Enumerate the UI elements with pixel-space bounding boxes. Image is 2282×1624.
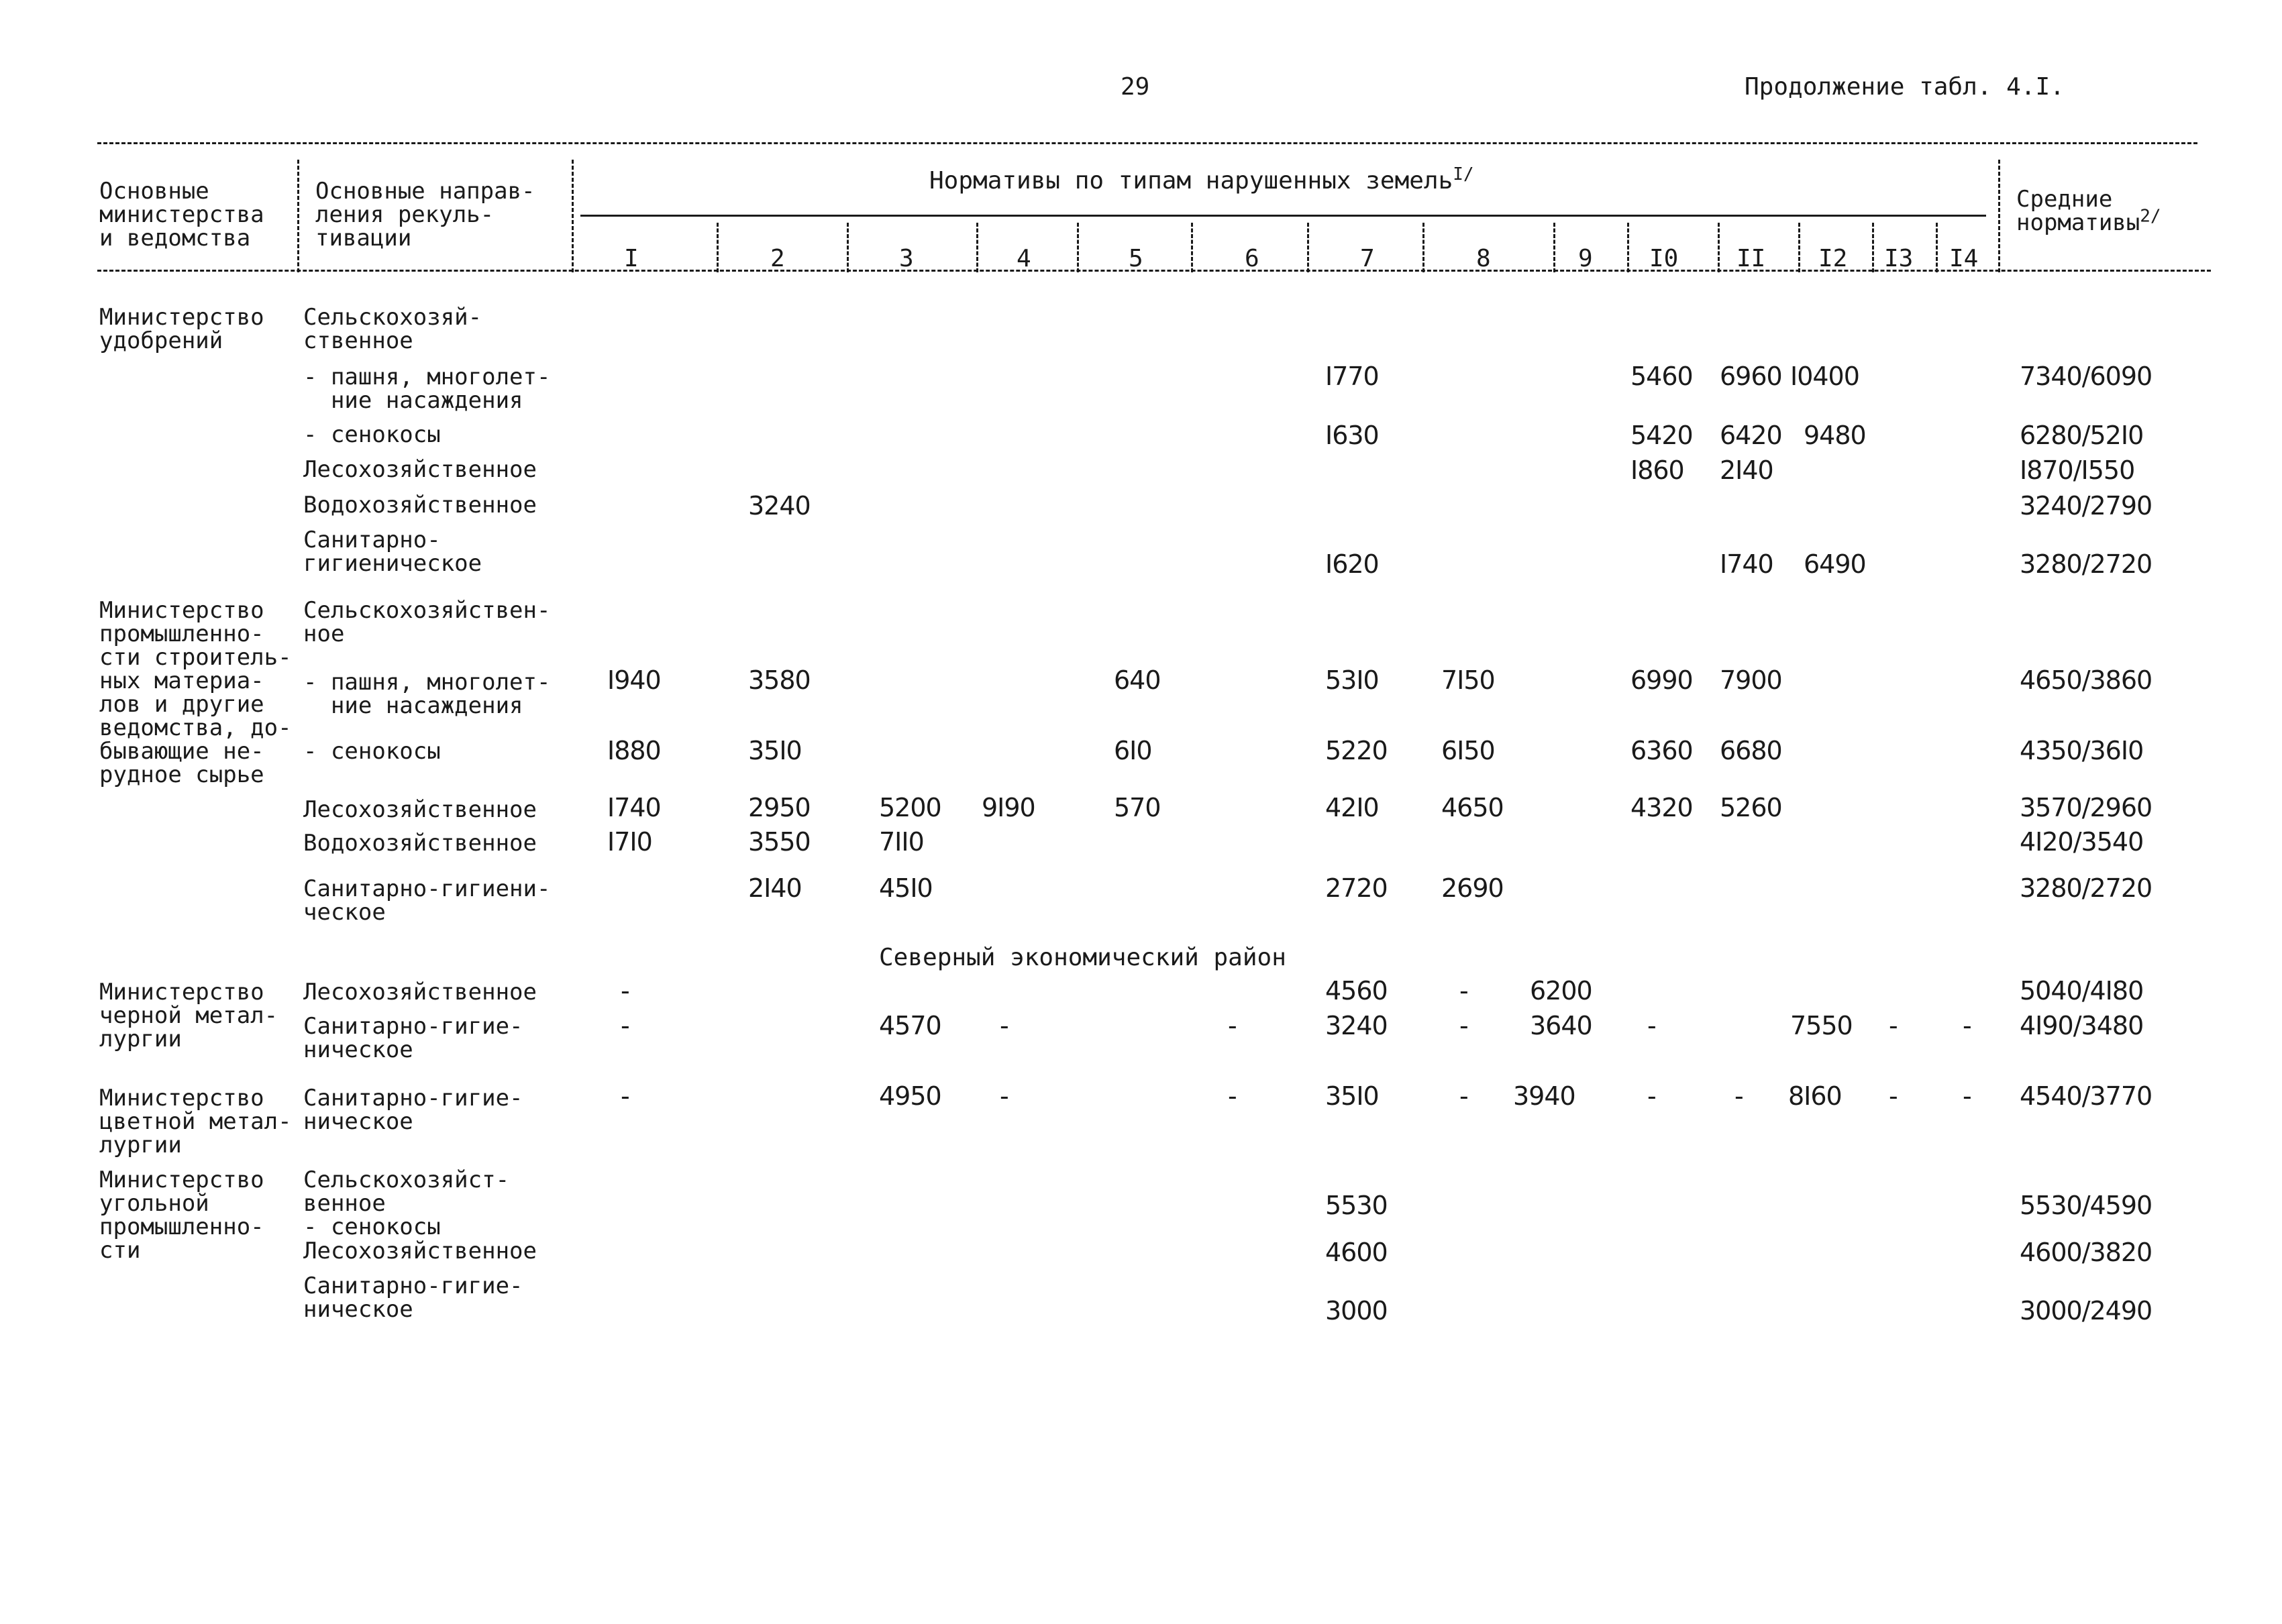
value-cell: 35I0 <box>748 736 802 765</box>
direction-label: Лесохозяйственное <box>303 796 537 823</box>
average-cell: 3280/2720 <box>2020 873 2153 903</box>
average-cell: 3240/2790 <box>2020 491 2153 521</box>
type-col-header: 2 <box>770 245 785 272</box>
value-cell: 6200 <box>1530 976 1592 1006</box>
direction-label: Санитарно-гигие- ническое <box>303 1085 523 1135</box>
value-cell: 2690 <box>1441 873 1504 903</box>
type-col-header: 5 <box>1129 245 1143 272</box>
value-cell: I740 <box>1720 549 1773 579</box>
direction-label: Санитарно-гигиени- ческое <box>303 875 551 926</box>
header-directions: Основные направ- ления рекуль- тивации <box>315 178 535 252</box>
value-cell: 2I40 <box>1720 455 1773 485</box>
value-cell: 5220 <box>1325 736 1388 765</box>
average-cell: 3570/2960 <box>2020 793 2153 822</box>
value-cell: I630 <box>1325 421 1379 450</box>
value-cell: 5200 <box>879 793 941 822</box>
direction-label: Лесохозяйственное <box>303 1238 537 1264</box>
value-cell: - <box>1734 1081 1743 1111</box>
value-cell: I7I0 <box>607 827 652 857</box>
value-cell: 9480 <box>1804 421 1866 450</box>
value-cell: - <box>621 1011 629 1040</box>
average-cell: 7340/6090 <box>2020 362 2153 391</box>
value-cell: - <box>1459 976 1468 1006</box>
value-cell: 6960 <box>1720 362 1782 391</box>
type-col-header: 8 <box>1476 245 1491 272</box>
average-cell: 5040/4I80 <box>2020 976 2144 1006</box>
direction-label: Водохозяйственное <box>303 830 537 857</box>
value-cell: 45I0 <box>879 873 933 903</box>
value-cell: 2I40 <box>748 873 802 903</box>
header-ministries: Основные министерства и ведомства <box>99 178 264 252</box>
header-average: Средние нормативы$^{2/}$ <box>2016 186 2161 236</box>
value-cell: 4570 <box>879 1011 941 1040</box>
value-cell: - <box>1647 1011 1656 1040</box>
column-separator <box>1307 223 1309 272</box>
value-cell: - <box>1889 1011 1898 1040</box>
value-cell: - <box>1000 1081 1008 1111</box>
column-separator <box>847 223 849 272</box>
type-col-header: 7 <box>1360 245 1375 272</box>
value-cell: 2950 <box>748 793 811 822</box>
value-cell: 5420 <box>1630 421 1693 450</box>
value-cell: 7900 <box>1720 665 1782 695</box>
value-cell: 570 <box>1114 793 1161 822</box>
value-cell: 4320 <box>1630 793 1693 822</box>
value-cell: - <box>1963 1081 1971 1111</box>
header-normatives: Нормативы по типам нарушенных земель$^{I/}$ <box>929 164 1474 195</box>
value-cell: 5460 <box>1630 362 1693 391</box>
value-cell: I860 <box>1630 455 1684 485</box>
table-continuation-label: Продолжение табл. 4.I. <box>1745 73 2065 101</box>
type-col-header: 3 <box>899 245 914 272</box>
value-cell: 640 <box>1114 665 1161 695</box>
average-cell: 4600/3820 <box>2020 1238 2153 1267</box>
column-separator <box>1422 223 1424 272</box>
direction-label: Водохозяйственное <box>303 492 537 519</box>
value-cell: 3000 <box>1325 1296 1388 1325</box>
page-number: 29 <box>1121 73 1150 101</box>
average-cell: 4650/3860 <box>2020 665 2153 695</box>
value-cell: - <box>1889 1081 1898 1111</box>
column-separator <box>1798 223 1800 272</box>
ministry-name: Министерство угольной промышленно- сти <box>99 1167 264 1264</box>
value-cell: 6680 <box>1720 736 1782 765</box>
value-cell: 6990 <box>1630 665 1693 695</box>
section-heading: Северный экономический район <box>879 944 1286 971</box>
value-cell: 35I0 <box>1325 1081 1379 1111</box>
average-cell: 6280/52I0 <box>2020 421 2144 450</box>
column-separator <box>1872 223 1874 272</box>
direction-label: - сенокосы <box>303 738 441 765</box>
column-separator <box>1191 223 1193 272</box>
average-cell: I870/I550 <box>2020 455 2135 485</box>
value-cell: 6I0 <box>1114 736 1152 765</box>
direction-label: Сельскохозяйст- венное <box>303 1167 510 1217</box>
column-separator <box>1718 223 1720 272</box>
value-cell: - <box>1459 1081 1468 1111</box>
value-cell: 7II0 <box>879 827 924 857</box>
direction-label: - сенокосы <box>303 1213 441 1240</box>
direction-label: Санитарно- гигиеническое <box>303 527 482 577</box>
value-cell: 4600 <box>1325 1238 1388 1267</box>
direction-label: Лесохозяйственное <box>303 456 537 483</box>
ministry-name: Министерство цветной метал- лургии <box>99 1085 292 1158</box>
ministry-name: Министерство промышленно- сти строитель- ных материа- лов и другие ведомства, до- бывающие не- рудное сырье <box>99 597 292 788</box>
value-cell: 6490 <box>1804 549 1866 579</box>
table-top-rule <box>97 142 2197 144</box>
value-cell: 4650 <box>1441 793 1504 822</box>
average-cell: 4I90/3480 <box>2020 1011 2144 1040</box>
value-cell: 9I90 <box>982 793 1035 822</box>
value-cell: I740 <box>607 793 661 822</box>
type-col-header: 4 <box>1017 245 1031 272</box>
column-separator <box>717 223 719 272</box>
value-cell: I770 <box>1325 362 1379 391</box>
direction-label: - сенокосы <box>303 421 441 448</box>
column-separator <box>1077 223 1079 272</box>
value-cell: 7550 <box>1790 1011 1853 1040</box>
average-cell: 4350/36I0 <box>2020 736 2144 765</box>
value-cell: 3940 <box>1513 1081 1575 1111</box>
column-separator <box>1998 160 2000 272</box>
type-col-header: 9 <box>1578 245 1593 272</box>
value-cell: 8I60 <box>1788 1081 1842 1111</box>
column-separator <box>1627 223 1629 272</box>
column-separator <box>297 160 299 272</box>
value-cell: - <box>1459 1011 1468 1040</box>
value-cell: - <box>621 976 629 1006</box>
value-cell: 7I50 <box>1441 665 1495 695</box>
column-separator <box>976 223 978 272</box>
type-col-header: I4 <box>1949 245 1979 272</box>
average-cell: 4540/3770 <box>2020 1081 2153 1111</box>
value-cell: I620 <box>1325 549 1379 579</box>
value-cell: 6420 <box>1720 421 1782 450</box>
normatives-header-rule <box>580 215 1986 217</box>
direction-label: Санитарно-гигие- ническое <box>303 1013 523 1063</box>
type-col-header: I0 <box>1649 245 1679 272</box>
type-col-header: I <box>624 245 639 272</box>
value-cell: I940 <box>607 665 661 695</box>
value-cell: - <box>1228 1011 1237 1040</box>
type-col-header: 6 <box>1245 245 1259 272</box>
value-cell: 3240 <box>1325 1011 1388 1040</box>
value-cell: 53I0 <box>1325 665 1379 695</box>
ministry-name: Министерство черной метал- лургии <box>99 979 278 1052</box>
value-cell: 2720 <box>1325 873 1388 903</box>
column-separator <box>572 160 574 272</box>
direction-label: Санитарно-гигие- ническое <box>303 1273 523 1323</box>
value-cell: - <box>1963 1011 1971 1040</box>
direction-label: Сельскохозяй- ственное <box>303 304 482 354</box>
value-cell: I0400 <box>1790 362 1859 391</box>
value-cell: 6360 <box>1630 736 1693 765</box>
value-cell: 4950 <box>879 1081 941 1111</box>
value-cell: - <box>1228 1081 1237 1111</box>
value-cell: - <box>621 1081 629 1111</box>
direction-label: Сельскохозяйствен- ное <box>303 597 551 647</box>
value-cell: 5530 <box>1325 1191 1388 1220</box>
average-cell: 4I20/3540 <box>2020 827 2144 857</box>
value-cell: 4560 <box>1325 976 1388 1006</box>
value-cell: 5260 <box>1720 793 1782 822</box>
type-col-header: I2 <box>1818 245 1848 272</box>
value-cell: 3580 <box>748 665 811 695</box>
value-cell: I880 <box>607 736 661 765</box>
value-cell: 42I0 <box>1325 793 1379 822</box>
type-col-header: II <box>1736 245 1766 272</box>
average-cell: 5530/4590 <box>2020 1191 2153 1220</box>
value-cell: - <box>1647 1081 1656 1111</box>
column-separator <box>1936 223 1938 272</box>
value-cell: 6I50 <box>1441 736 1495 765</box>
value-cell: 3550 <box>748 827 811 857</box>
average-cell: 3000/2490 <box>2020 1296 2153 1325</box>
ministry-name: Министерство удобрений <box>99 304 264 354</box>
type-col-header: I3 <box>1884 245 1914 272</box>
value-cell: - <box>1000 1011 1008 1040</box>
value-cell: 3640 <box>1530 1011 1592 1040</box>
direction-label: - пашня, многолет- ние насаждения <box>303 669 551 719</box>
column-separator <box>1553 223 1555 272</box>
direction-label: - пашня, многолет- ние насаждения <box>303 364 551 414</box>
average-cell: 3280/2720 <box>2020 549 2153 579</box>
direction-label: Лесохозяйственное <box>303 979 537 1006</box>
value-cell: 3240 <box>748 491 811 521</box>
